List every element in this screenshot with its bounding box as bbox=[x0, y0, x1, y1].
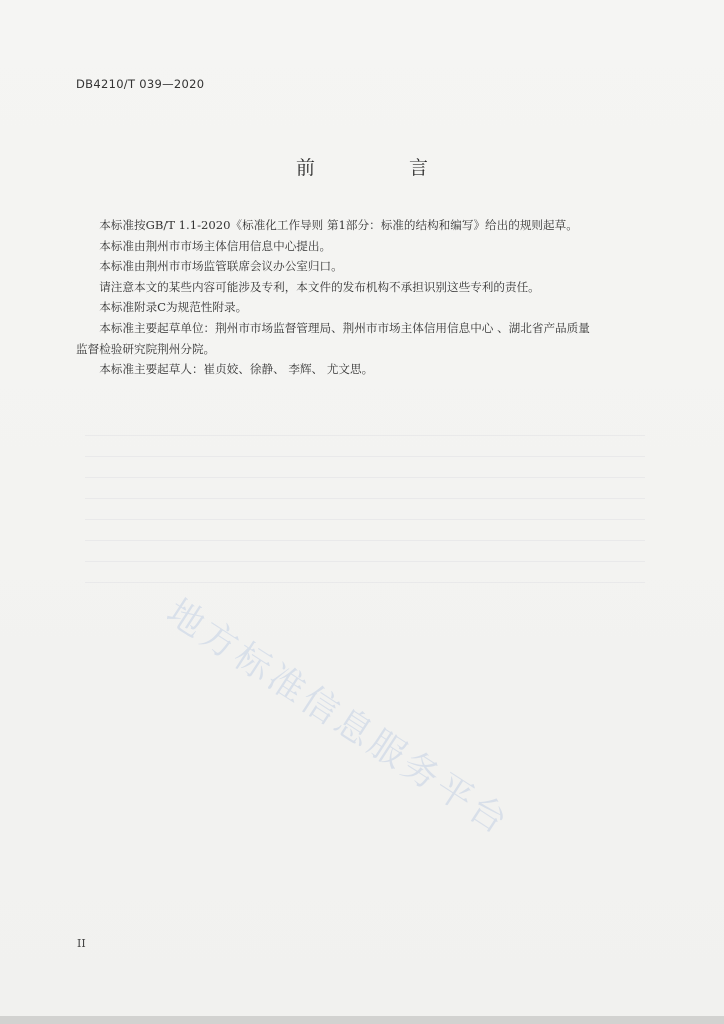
paragraph: 本标准主要起草人：崔贞姣、徐静、 李辉、 尤文思。 bbox=[99, 362, 374, 377]
watermark: 地方标准信息服务平台 bbox=[159, 591, 518, 844]
bleed-through-lines bbox=[85, 435, 645, 603]
paragraph: 本标准由荆州市市场主体信用信息中心提出。 bbox=[99, 238, 332, 253]
paragraph: 请注意本文的某些内容可能涉及专利，本文件的发布机构不承担识别这些专利的责任。 bbox=[99, 279, 540, 294]
page-title: 前 言 bbox=[295, 157, 473, 179]
paragraph: 本标准按GB/T 1.1-2020《标准化工作导则 第1部分：标准的结构和编写》给出的规则起草。 bbox=[99, 218, 578, 232]
page-number: II bbox=[77, 937, 86, 950]
paragraph: 本标准由荆州市市场监管联席会议办公室归口。 bbox=[99, 259, 343, 274]
paragraph: 本标准附录C为规范性附录。 bbox=[99, 300, 248, 315]
paragraph: 本标准主要起草单位：荆州市市场监督管理局、荆州市市场主体信用信息中心 、湖北省产品质量 bbox=[99, 320, 590, 335]
standard-code: DB4210/T 039—2020 bbox=[76, 77, 205, 91]
foreword-body bbox=[76, 215, 636, 380]
scan-edge bbox=[0, 1016, 724, 1024]
paragraph-continuation: 监督检验研究院荆州分院。 bbox=[76, 341, 216, 356]
